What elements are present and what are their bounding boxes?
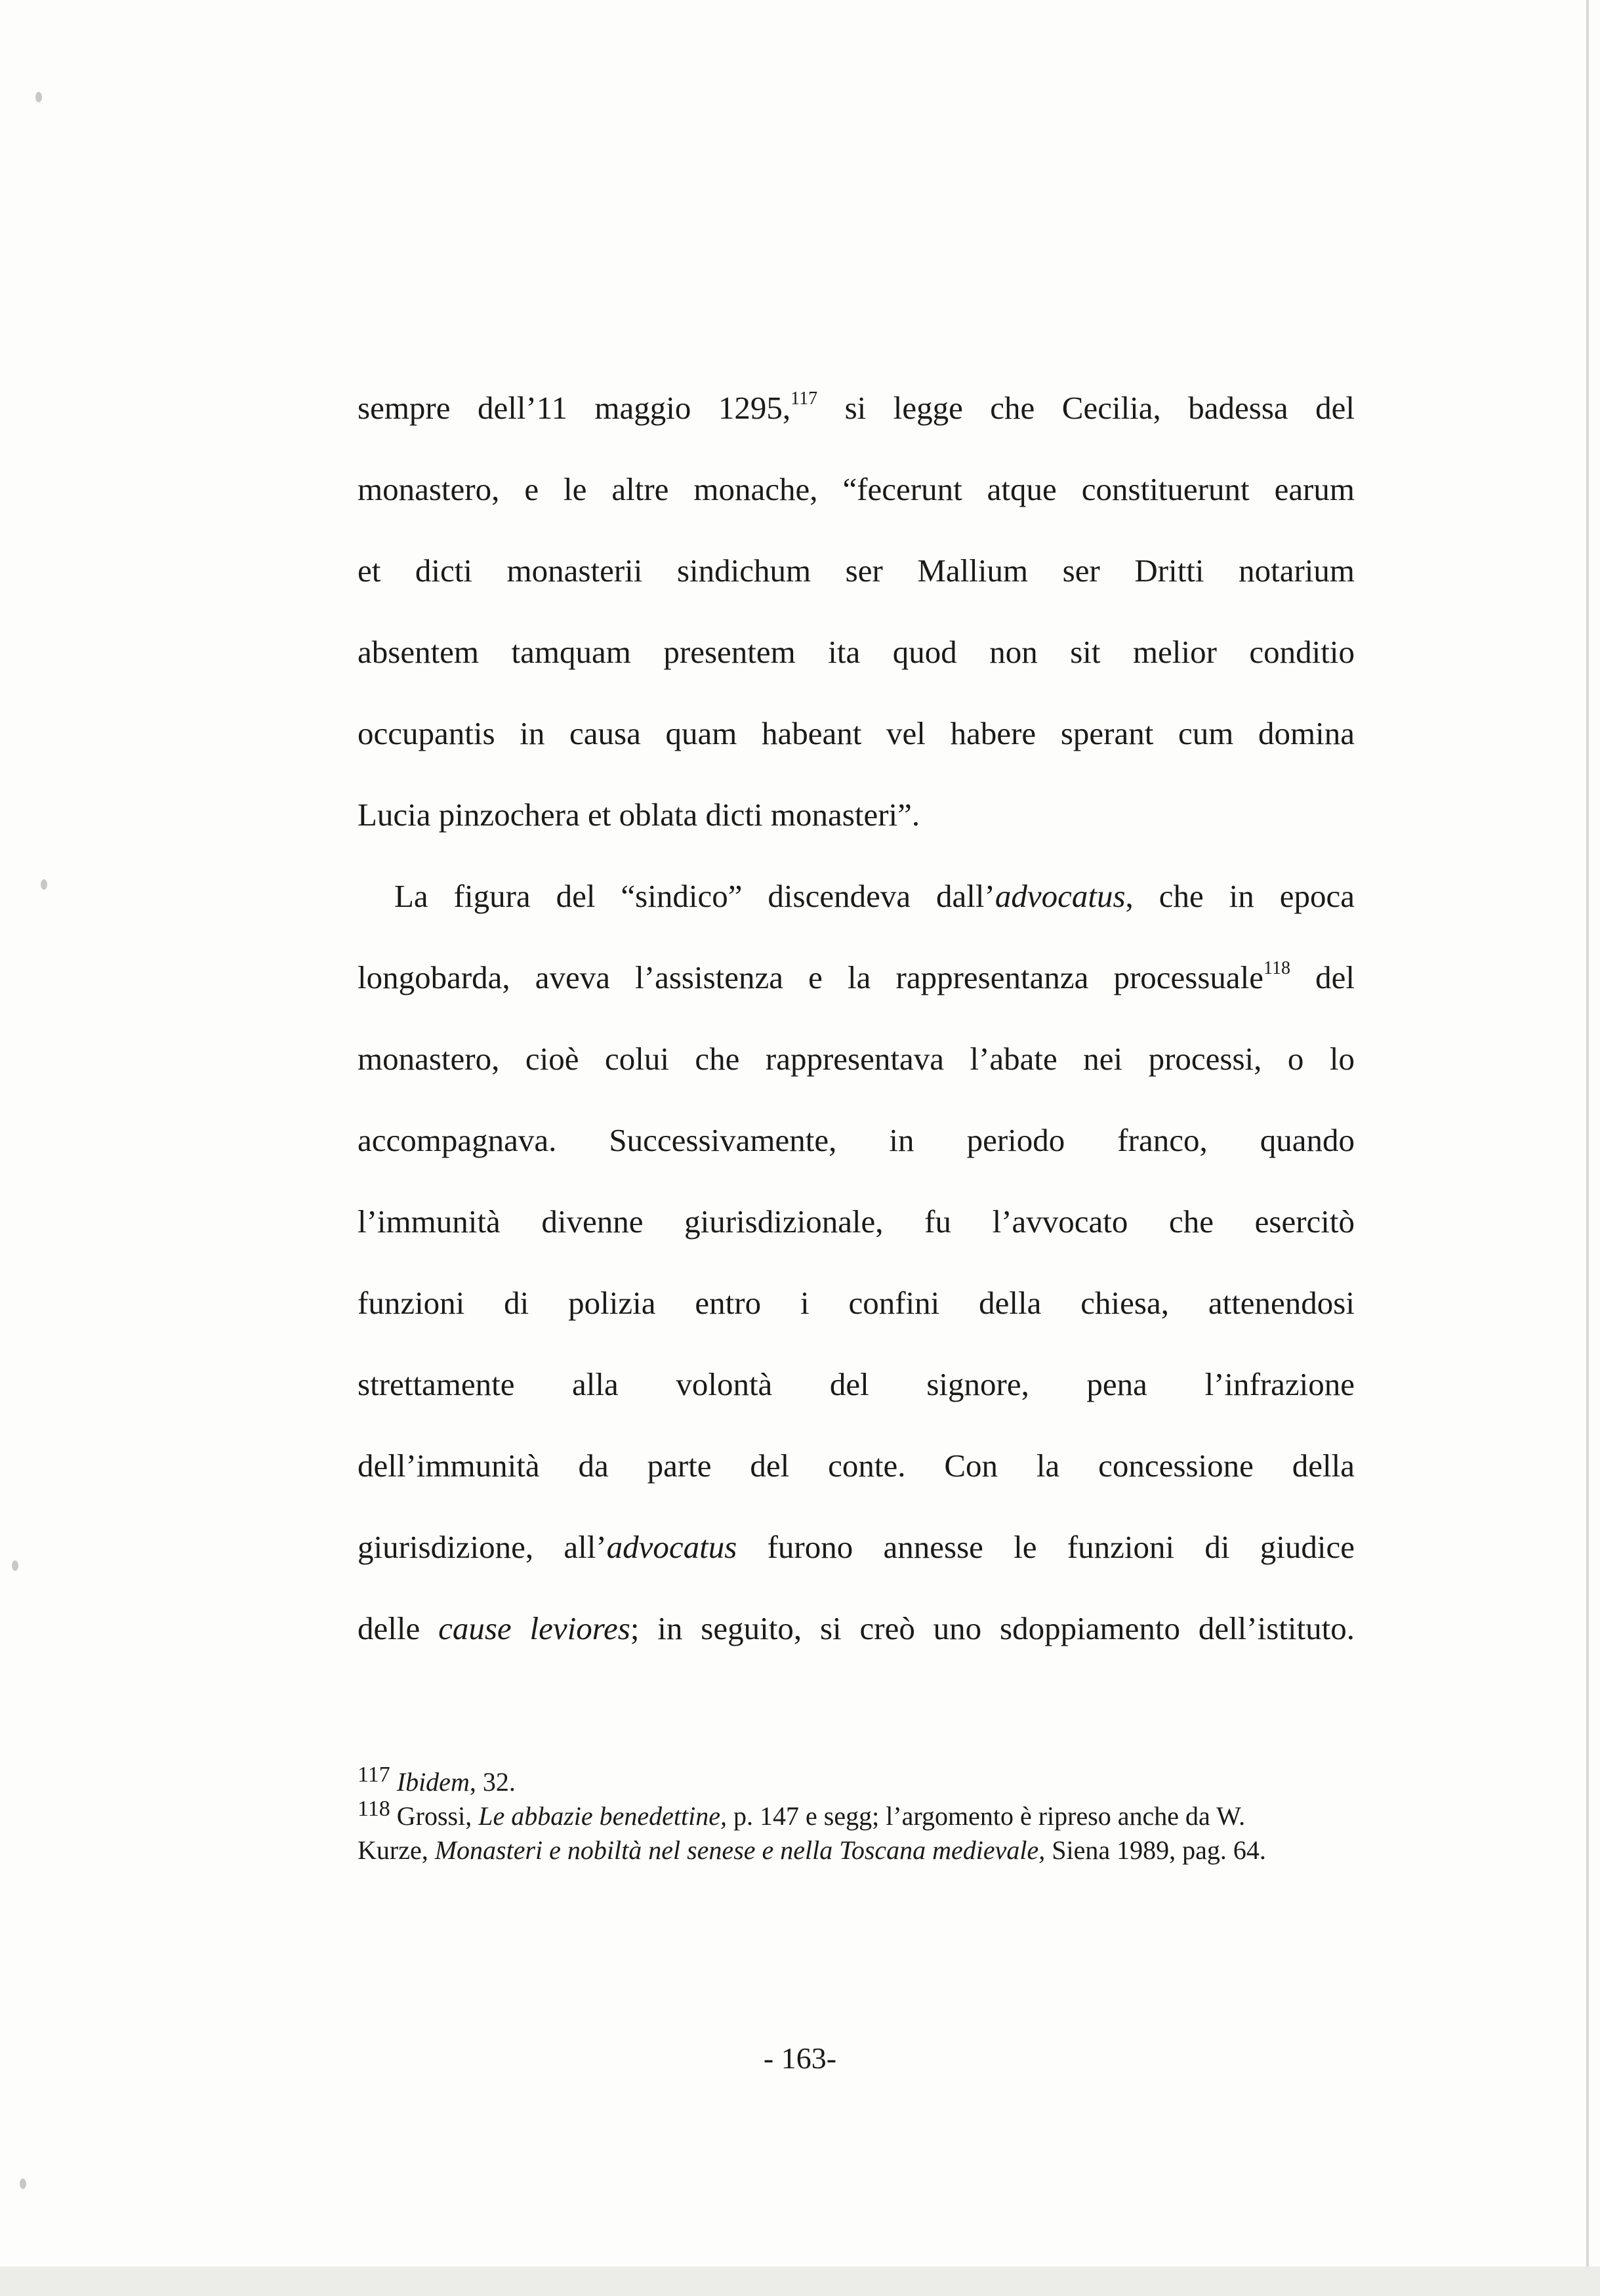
- text-line: monastero, cioè colui che rappresentava l’abate nei processi, o lo: [358, 1041, 1355, 1077]
- footnote-ref-118: 118: [1263, 958, 1290, 978]
- text-line: dell’immunità da parte del conte. Con la concessione della: [358, 1448, 1355, 1484]
- footnote-continuation: Kurze, Monasteri e nobiltà nel senese e nella Toscana medievale, Siena 1989, pag. 64.: [358, 1835, 1266, 1865]
- text-line: occupantis in causa quam habeant vel habere sperant cum domina: [358, 715, 1355, 751]
- text-line: sempre dell’11 maggio 1295,$^{117}$ si legge che Cecilia, badessa del: [358, 388, 1355, 426]
- text-line: Lucia pinzochera et oblata dicti monasteri”.: [358, 797, 920, 833]
- paper-edge-bottom: [0, 2266, 1600, 2296]
- scan-speck: [12, 1560, 18, 1571]
- text-line: l’immunità divenne giurisdizionale, fu l’avvocato che esercitò: [358, 1203, 1355, 1240]
- text-line: absentem tamquam presentem ita quod non sit melior conditio: [358, 634, 1355, 670]
- body-text: [358, 367, 1355, 1669]
- text-line: giurisdizione, all’advocatus furono annesse le funzioni di giudice: [358, 1529, 1355, 1565]
- footnote-117: $^{117}$ Ibidem, 32.: [358, 1763, 516, 1797]
- page-number: - 163-: [763, 2041, 837, 2075]
- footnote-number: 118: [358, 1797, 390, 1821]
- text-line: strettamente alla volontà del signore, pena l’infrazione: [358, 1366, 1355, 1402]
- text-line: et dicti monasterii sindichum ser Mallium ser Dritti notarium: [358, 553, 1355, 589]
- footnote-ref-117: 117: [790, 388, 818, 409]
- footnote-118: $^{118}$ Grossi, Le abbazie benedettine, p. 147 e segg; l’argomento è ripreso anche da W. Kurze, Monasteri e nobiltà nel senese e nella Toscana medievale, Siena 1989, pag. 64.: [358, 1799, 1355, 1868]
- scan-speck: [41, 879, 47, 890]
- footnotes: [358, 1765, 1355, 1868]
- scan-speck: [20, 2179, 26, 2189]
- text-line: monastero, e le altre monache, “fecerunt atque constituerunt earum: [358, 471, 1355, 507]
- text-line: delle cause leviores; in seguito, si creò uno sdoppiamento dell’istituto.: [358, 1610, 1355, 1646]
- text-line: funzioni di polizia entro i confini della chiesa, attenendosi: [358, 1285, 1355, 1321]
- text-line: La figura del “sindico” discendeva dall’advocatus, che in epoca: [394, 878, 1355, 914]
- paper-edge-right: [1586, 0, 1589, 2296]
- text-line: longobarda, aveva l’assistenza e la rappresentanza processuale$^{118}$ del: [358, 958, 1355, 995]
- scan-speck: [35, 92, 42, 102]
- footnote-number: 117: [358, 1763, 390, 1787]
- text-line: accompagnava. Successivamente, in periodo franco, quando: [358, 1122, 1355, 1158]
